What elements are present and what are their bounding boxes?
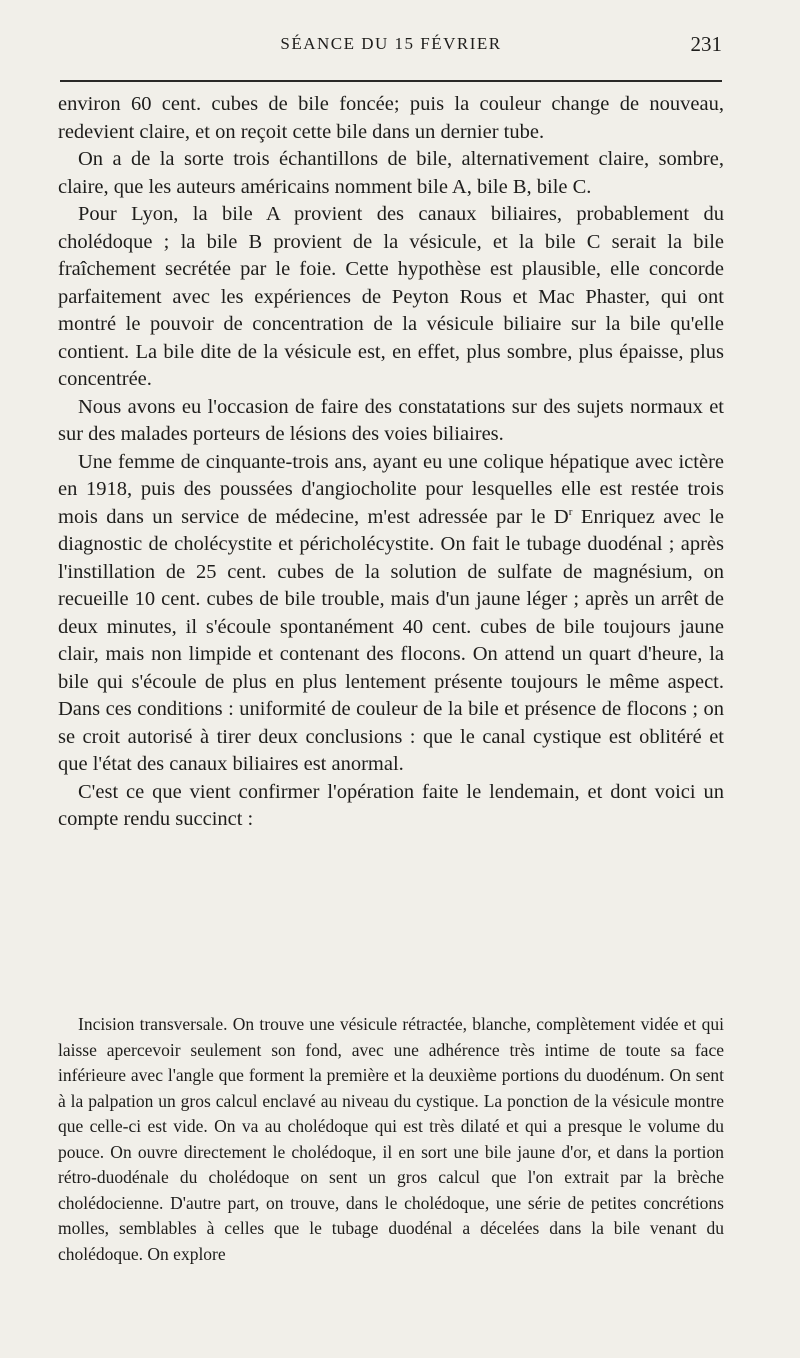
operation-report-text: Incision transversale. On trouve une vésicule rétractée, blanche, complètement vidée et qui laisse apercevoir seulement son fond, avec une adhérence très intime de toute sa face inférieure avec l'angle que forment la première et la deuxième portions du duodénum. On sent à la palpation un gros calcul enclavé au niveau du cystique. La ponction de la vésicule montre que celle-ci est vide. On va au cholédoque qui est très dilaté et qui a presque le volume du pouce. On ouvre directement le cholédoque, il en sort une bile jaune d'or, et dans la portion rétro-duodénale du cholédoque on sent un gros calcul que l'on extrait par la brèche cholédocienne. D'autre part, on trouve, dans le cholédoque, une série de petites concrétions molles, semblables à celles que le tubage duodénal a décelées dans la bile venant du cholédoque. On explore bbox=[58, 1014, 724, 1264]
paragraph-case-report bbox=[58, 449, 724, 779]
paragraph-samples: On a de la sorte trois échantillons de bile, alternativement claire, sombre, claire, que les auteurs américains nomment bile A, bile B, bile C. bbox=[58, 148, 724, 198]
operation-report bbox=[58, 1012, 724, 1267]
running-title: SÉANCE DU 15 FÉVRIER bbox=[280, 34, 502, 53]
main-text bbox=[58, 91, 724, 834]
header-rule bbox=[60, 80, 722, 82]
case-text-start: Une femme de cinquante-trois ans, ayant eu une colique hépatique avec ictère en 1918, puis des poussées d'angiocholite pour lesquelles elle est restée trois mois dans un service de médecine, m'est adressée par le D bbox=[58, 450, 724, 528]
paragraph-observations: Nous avons eu l'occasion de faire des constatations sur des sujets normaux et sur des malades porteurs de lésions des voies biliaires. bbox=[58, 395, 724, 445]
paragraph-operation-intro: C'est ce que vient confirmer l'opération faite le lendemain, et dont voici un compte rendu succinct : bbox=[58, 780, 724, 830]
case-text-end: Enriquez avec le diagnostic de cholécystite et péricholécystite. On fait le tubage duodénal ; après l'instillation de 25 cent. cubes de la solution de sulfate de magnésium, on recueille 10 cent. cubes de bile trouble, mais d'un jaune léger ; après un arrêt de deux minutes, il s'écoule spontanément 40 cent. cubes de bile toujours jaune clair, mais non limpide et contenant des flocons. On attend un quart d'heure, la bile qui s'écoule de plus en plus lentement présente toujours le même aspect. Dans ces conditions : uniformité de couleur de la bile et présence de flocons ; on se croit autorisé à tirer deux conclusions : que le canal cystique est oblitéré et que l'état des canaux biliaires est anormal. bbox=[58, 505, 724, 775]
page-header bbox=[60, 34, 722, 62]
page-number: 231 bbox=[690, 32, 722, 56]
paragraph-continuation: environ 60 cent. cubes de bile foncée; puis la couleur change de nouveau, redevient claire, et on reçoit cette bile dans un dernier tube. bbox=[58, 93, 724, 143]
paragraph-lyon-hypothesis: Pour Lyon, la bile A provient des canaux biliaires, probablement du cholédoque ; la bile B provient de la vésicule, et la bile C serait la bile fraîchement secrétée par le foie. Cette hypothèse est plausible, elle concorde parfaitement avec les expériences de Peyton Rous et Mac Phaster, qui ont montré le pouvoir de concentration de la vésicule biliaire sur la bile qu'elle contient. La bile dite de la vésicule est, en effet, plus sombre, plus épaisse, plus concentrée. bbox=[58, 203, 724, 390]
doctor-superscript: r bbox=[568, 505, 573, 518]
